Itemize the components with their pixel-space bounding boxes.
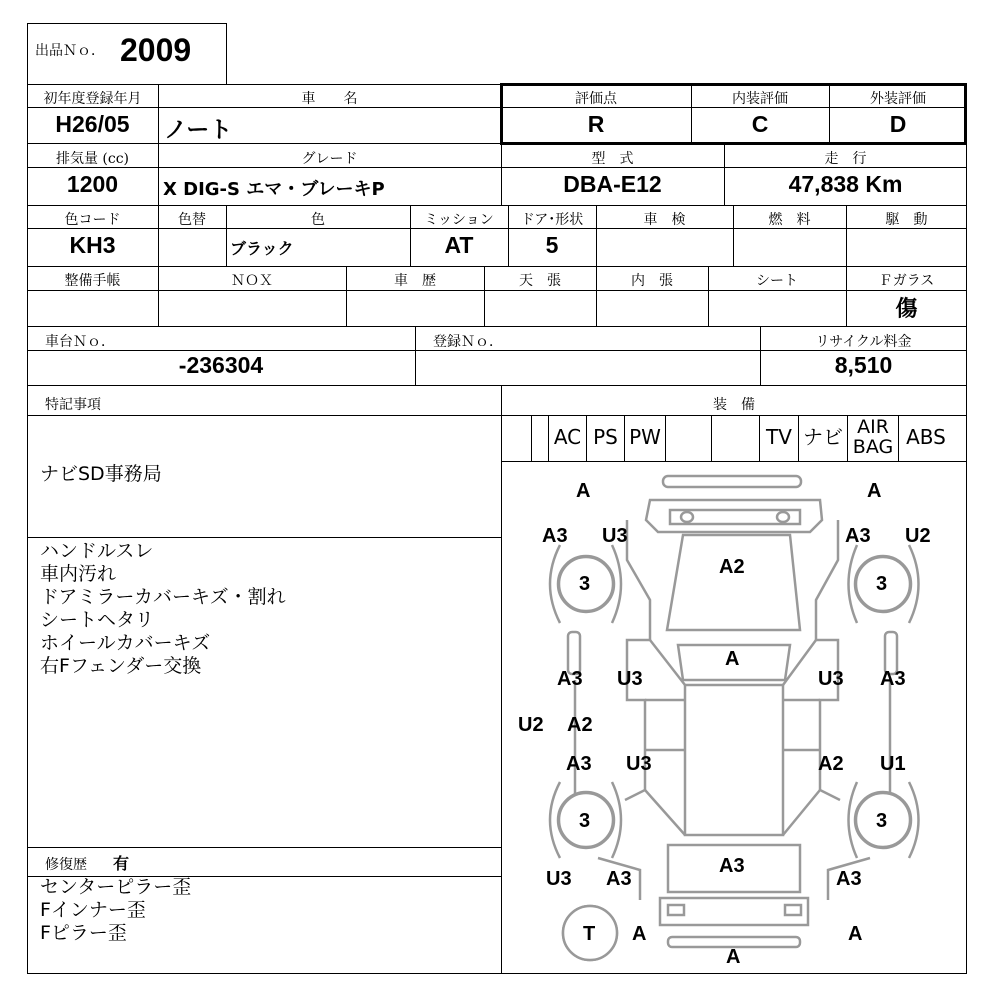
lot-number: 2009 bbox=[120, 32, 192, 68]
model-value: DBA-E12 bbox=[563, 171, 662, 197]
model-label: 型 式 bbox=[591, 151, 634, 167]
recycle-label: リサイクル料金 bbox=[815, 334, 912, 350]
list-item: Fインナー歪 bbox=[40, 899, 146, 921]
grade-value: X DIG-S エマ・ブレーキP bbox=[163, 179, 385, 200]
damage-code: A bbox=[726, 946, 741, 968]
equipment-cell: PS bbox=[586, 415, 624, 461]
mission-value: AT bbox=[444, 232, 474, 258]
damage-code: 3 bbox=[579, 573, 591, 595]
damage-code: 3 bbox=[876, 810, 888, 832]
fuel-label: 燃 料 bbox=[768, 212, 811, 228]
repair-value: 有 bbox=[113, 854, 130, 873]
damage-code: U3 bbox=[626, 753, 652, 775]
fglass-label: Ｆガラス bbox=[878, 273, 935, 289]
lot-label: 出品Ｎｏ． bbox=[35, 43, 105, 59]
damage-code: U2 bbox=[518, 714, 544, 736]
damage-code: A3 bbox=[880, 668, 906, 690]
equipment-label: 装 備 bbox=[713, 397, 755, 413]
notes-line1: ナビSD事務局 bbox=[40, 463, 162, 485]
damage-code: U3 bbox=[617, 668, 643, 690]
damage-code: A3 bbox=[845, 525, 871, 547]
grade-label: グレード bbox=[301, 151, 358, 167]
list-item: Fピラー歪 bbox=[40, 922, 127, 944]
name-value: ノート bbox=[164, 116, 233, 142]
list-item: シートヘタリ bbox=[40, 609, 155, 631]
damage-code: A bbox=[848, 923, 863, 945]
repair-label: 修復歴 bbox=[45, 857, 87, 873]
inspection-label: 車 検 bbox=[643, 212, 686, 228]
equipment-cell bbox=[665, 415, 711, 461]
color-value: ブラック bbox=[230, 239, 294, 258]
notes-label: 特記事項 bbox=[45, 397, 101, 413]
exterior-label: 外装評価 bbox=[870, 91, 926, 107]
reg-label: 初年度登録年月 bbox=[43, 91, 142, 107]
equipment-cell: TV bbox=[759, 415, 798, 461]
damage-code: A2 bbox=[567, 714, 593, 736]
displacement-value: 1200 bbox=[66, 171, 119, 197]
damage-code: 3 bbox=[876, 573, 888, 595]
equipment-cell: AIR BAG bbox=[847, 415, 898, 461]
damage-code: 3 bbox=[579, 810, 591, 832]
damage-code: A3 bbox=[557, 668, 583, 690]
damage-code: U3 bbox=[546, 868, 572, 890]
equipment-cell: ABS bbox=[898, 415, 953, 461]
equipment-row bbox=[531, 415, 967, 461]
list-item: センターピラー歪 bbox=[40, 876, 192, 898]
damage-code: A bbox=[725, 648, 740, 670]
notes-list bbox=[40, 540, 286, 678]
door-label: ドア･形状 bbox=[520, 212, 584, 228]
damage-code: A2 bbox=[818, 753, 844, 775]
damage-code: A3 bbox=[566, 753, 592, 775]
list-item: 右Fフェンダー交換 bbox=[40, 655, 202, 677]
damage-code: A3 bbox=[542, 525, 568, 547]
name-label: 車 名 bbox=[301, 91, 358, 107]
damage-code: A3 bbox=[719, 855, 745, 877]
damage-code: U3 bbox=[602, 525, 628, 547]
drive-label: 駆 動 bbox=[885, 212, 928, 228]
chassis-value: -236304 bbox=[178, 352, 264, 378]
damage-code: A3 bbox=[606, 868, 632, 890]
mileage-label: 走 行 bbox=[824, 151, 867, 167]
score-label: 評価点 bbox=[575, 91, 617, 107]
mileage-value: 47,838 Km bbox=[788, 171, 903, 197]
recycle-value: 8,510 bbox=[834, 352, 893, 378]
damage-code: T bbox=[583, 923, 596, 945]
exterior-value: D bbox=[889, 111, 907, 137]
fglass-value: 傷 bbox=[895, 296, 918, 322]
chassis-label: 車台Ｎｏ． bbox=[45, 334, 115, 350]
damage-code: U3 bbox=[818, 668, 844, 690]
trim-label: 内 張 bbox=[631, 273, 673, 289]
damage-code: A2 bbox=[719, 556, 745, 578]
damage-code: A3 bbox=[836, 868, 862, 890]
interior-label: 内装評価 bbox=[732, 91, 788, 107]
seat-label: シート bbox=[756, 273, 798, 289]
damage-code: U1 bbox=[880, 753, 906, 775]
list-item: ドアミラーカバーキズ・割れ bbox=[40, 586, 286, 608]
roof-label: 天 張 bbox=[519, 273, 561, 289]
list-item: ハンドルスレ bbox=[40, 540, 154, 562]
service-label: 整備手帳 bbox=[64, 273, 121, 289]
equipment-cell bbox=[711, 415, 759, 461]
equipment-cell: AC bbox=[548, 415, 586, 461]
equipment-cell bbox=[531, 415, 548, 461]
history-label: 車 歴 bbox=[394, 273, 436, 289]
displacement-label: 排気量 (cc) bbox=[55, 151, 130, 167]
list-item: 車内汚れ bbox=[40, 563, 117, 585]
regno-label: 登録Ｎｏ． bbox=[433, 334, 503, 350]
equipment-cell: PW bbox=[624, 415, 665, 461]
equipment-cell: ナビ bbox=[798, 415, 847, 461]
damage-code: U2 bbox=[905, 525, 931, 547]
damage-code: A bbox=[632, 923, 647, 945]
reg-value: H26/05 bbox=[55, 111, 130, 137]
door-value: 5 bbox=[545, 232, 559, 258]
interior-value: C bbox=[751, 111, 769, 137]
nox-label: ＮＯＸ bbox=[231, 273, 273, 289]
list-item: ホイールカバーキズ bbox=[40, 632, 211, 654]
damage-code: A bbox=[576, 480, 591, 502]
recolor-label: 色替 bbox=[178, 212, 206, 228]
color-label: 色 bbox=[311, 212, 325, 228]
score-value: R bbox=[587, 111, 605, 137]
damage-code: A bbox=[867, 480, 882, 502]
colorcode-label: 色コード bbox=[64, 212, 121, 228]
mission-label: ミッション bbox=[424, 212, 494, 228]
repair-list bbox=[40, 876, 191, 945]
colorcode-value: KH3 bbox=[69, 232, 116, 258]
